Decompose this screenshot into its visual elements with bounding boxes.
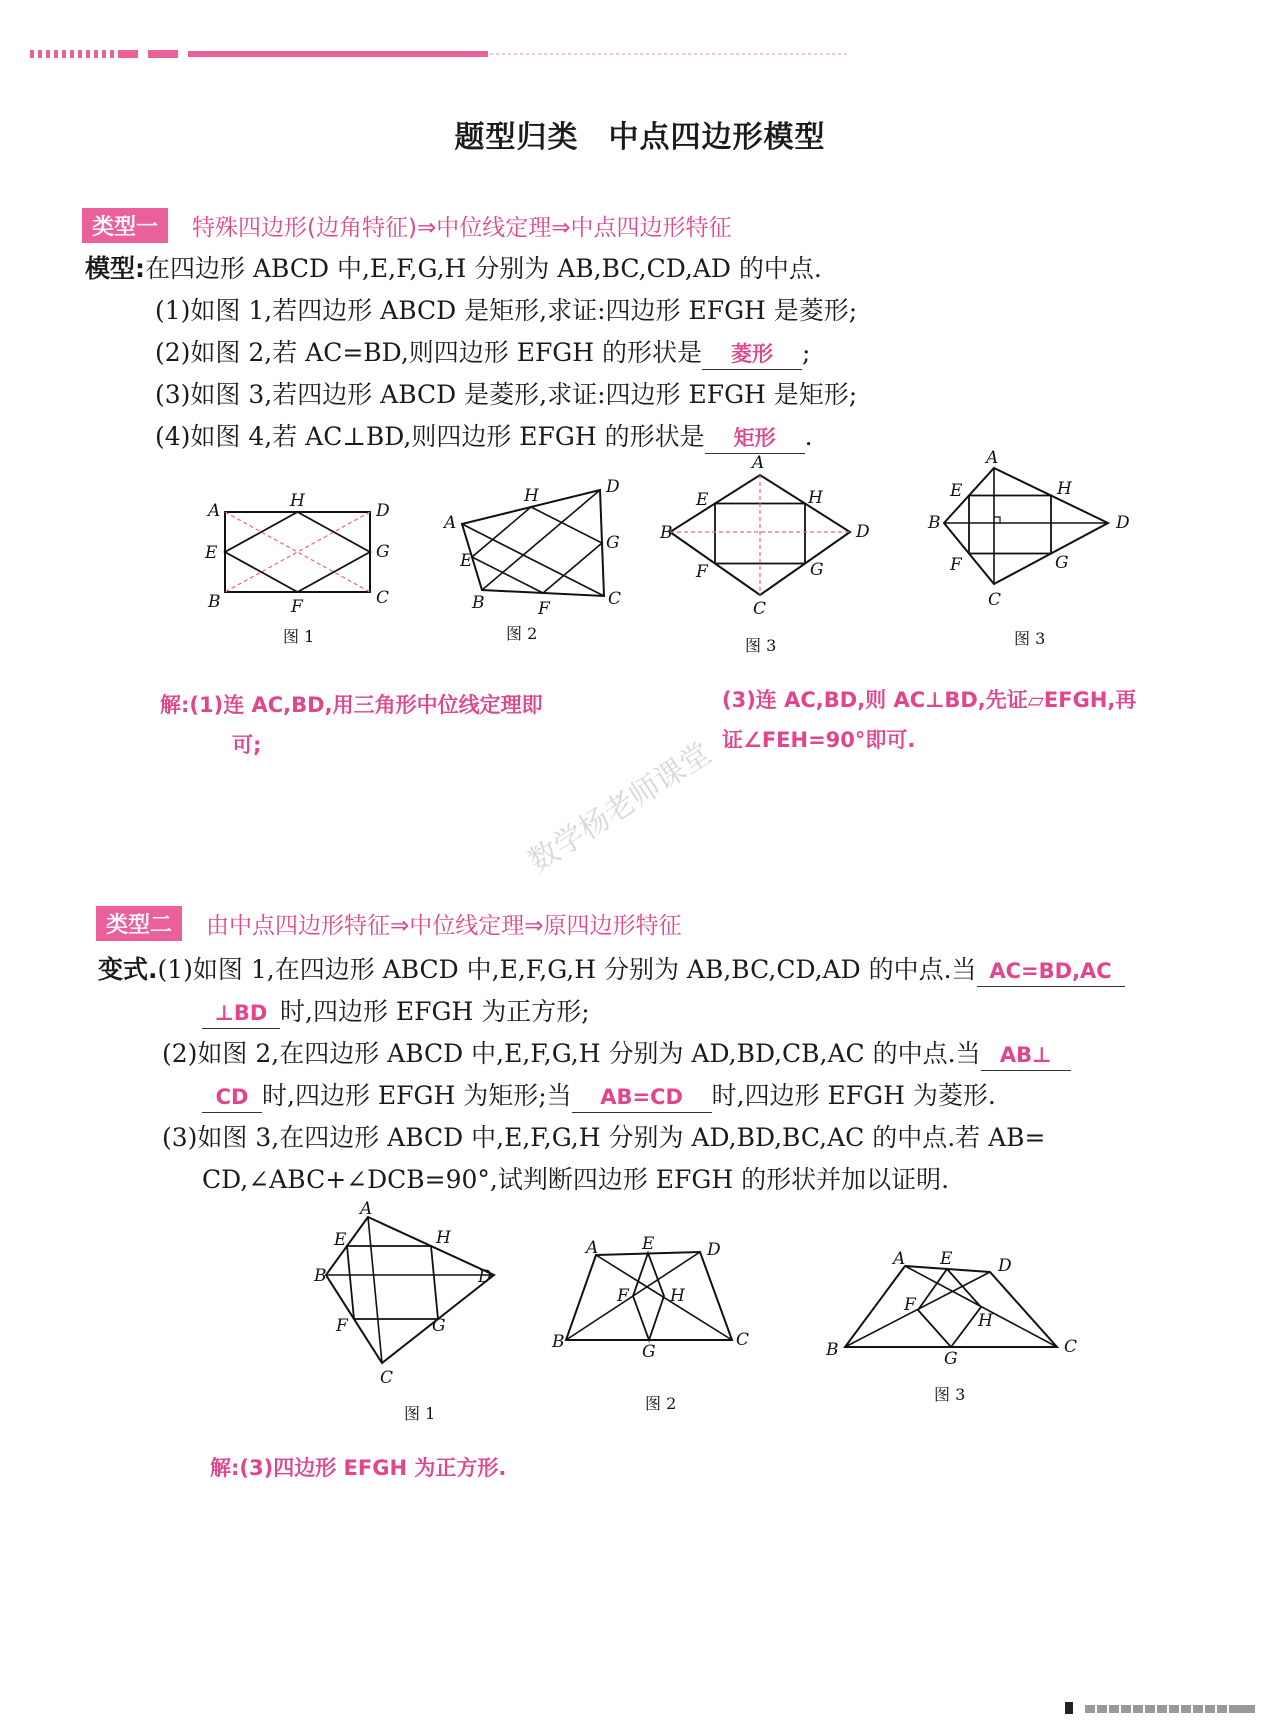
model-q2-text: (2)如图 2,若 AC=BD,则四边形 EFGH 的形状是 xyxy=(155,338,703,367)
label-c: C xyxy=(753,599,767,619)
label-c: C xyxy=(380,1368,394,1388)
model-q2 xyxy=(155,338,810,370)
solution-1-part-a xyxy=(160,685,543,765)
label-e: E xyxy=(696,490,709,510)
label-a: A xyxy=(752,453,765,473)
label-g: G xyxy=(1055,553,1069,573)
label-a: A xyxy=(360,1199,373,1219)
label-h: H xyxy=(1057,479,1072,499)
label-h: H xyxy=(808,488,823,508)
figure-2-caption: 图 2 xyxy=(506,624,538,643)
label-c: C xyxy=(608,589,622,609)
label-a: A xyxy=(208,501,221,521)
variant-q1-line2 xyxy=(202,997,590,1029)
label-f: F xyxy=(950,555,962,575)
type1-badge: 类型一 xyxy=(82,208,168,243)
watermark-text: 数学杨老师课堂 xyxy=(522,735,718,880)
label-g: G xyxy=(606,533,620,553)
label-c: C xyxy=(376,588,390,608)
header-decoration-bar xyxy=(30,48,850,60)
figure-3-caption: 图 3 xyxy=(745,636,777,655)
variant-q2-answer-a: AB⊥ xyxy=(981,1040,1071,1071)
label-f: F xyxy=(291,597,303,617)
label-c: C xyxy=(736,1330,750,1350)
page-title-part2: 中点四边形模型 xyxy=(608,120,826,155)
label-g: G xyxy=(642,1342,656,1362)
label-d: D xyxy=(707,1240,721,1260)
variant-q2-answer-b: CD xyxy=(202,1082,262,1113)
type2-badge: 类型二 xyxy=(96,906,182,941)
figure-2-quadrilateral xyxy=(440,478,630,646)
label-b: B xyxy=(314,1266,327,1286)
solution-1b-line2: 证∠FEH=90°即可. xyxy=(722,728,916,752)
figure-1-rectangle xyxy=(200,490,400,650)
figure-4-perpendicular-diagonals xyxy=(920,450,1150,650)
variant-q1-line1 xyxy=(98,955,1125,987)
variant-q1-answer-a: AC=BD,AC xyxy=(977,956,1125,987)
label-b: B xyxy=(826,1340,839,1360)
label-d: D xyxy=(1116,513,1130,533)
label-a: A xyxy=(986,448,999,468)
variant-figure-2-caption: 图 2 xyxy=(645,1394,677,1413)
label-g: G xyxy=(376,542,390,562)
label-c: C xyxy=(988,590,1002,610)
label-b: B xyxy=(552,1332,565,1352)
label-b: B xyxy=(660,523,673,543)
label-g: G xyxy=(944,1349,958,1369)
figure-3-rhombus xyxy=(660,455,880,655)
type2-heading: 由中点四边形特征⇒中位线定理⇒原四边形特征 xyxy=(206,913,682,939)
variant-figure-3 xyxy=(820,1250,1080,1420)
variant-figure-2 xyxy=(550,1235,750,1415)
solution-1a-line2: 可; xyxy=(232,733,262,757)
solution-2: 解:(3)四边形 EFGH 为正方形. xyxy=(210,1456,507,1480)
label-f: F xyxy=(904,1295,916,1315)
variant-q2-mid: 时,四边形 EFGH 为矩形;当 xyxy=(262,1081,572,1110)
label-a: A xyxy=(893,1249,906,1269)
model-intro-line xyxy=(85,254,822,284)
label-f: F xyxy=(617,1286,629,1306)
variant-figure-1 xyxy=(310,1199,510,1425)
label-d: D xyxy=(998,1256,1012,1276)
model-label: 模型: xyxy=(85,254,145,283)
label-h: H xyxy=(670,1286,685,1306)
model-q1: (1)如图 1,若四边形 ABCD 是矩形,求证:四边形 EFGH 是菱形; xyxy=(155,296,858,325)
label-h: H xyxy=(978,1311,993,1331)
label-f: F xyxy=(696,562,708,582)
variant-figure-1-caption: 图 1 xyxy=(404,1404,436,1423)
page-title-part1: 题型归类 xyxy=(454,120,579,155)
footer-decoration-bar xyxy=(1055,1700,1255,1714)
model-q4-answer: 矩形 xyxy=(705,423,805,454)
label-d: D xyxy=(606,477,620,497)
variant-q1-text: (1)如图 1,在四边形 ABCD 中,E,F,G,H 分别为 AB,BC,CD,AD 的中点.当 xyxy=(157,955,977,984)
label-e: E xyxy=(205,543,218,563)
label-c: C xyxy=(1064,1337,1078,1357)
variant-q2-line1 xyxy=(162,1039,1071,1071)
model-q3: (3)如图 3,若四边形 ABCD 是菱形,求证:四边形 EFGH 是矩形; xyxy=(155,380,858,409)
label-h: H xyxy=(524,486,539,506)
variant-q1-answer-b: ⊥BD xyxy=(202,998,280,1029)
label-b: B xyxy=(208,592,221,612)
label-b: B xyxy=(928,513,941,533)
type2-header xyxy=(96,906,682,941)
model-q4-text: (4)如图 4,若 AC⊥BD,则四边形 EFGH 的形状是 xyxy=(155,422,705,451)
label-g: G xyxy=(432,1316,446,1336)
variant-q2-line2 xyxy=(202,1081,996,1113)
model-q4 xyxy=(155,422,813,454)
model-q2-answer: 菱形 xyxy=(702,339,802,370)
solution-1a-line1: 解:(1)连 AC,BD,用三角形中位线定理即 xyxy=(160,693,543,717)
label-g: G xyxy=(810,560,824,580)
figure-4-caption: 图 3 xyxy=(1014,629,1046,648)
label-f: F xyxy=(336,1316,348,1336)
variant-q3-line2: CD,∠ABC+∠DCB=90°,试判断四边形 EFGH 的形状并加以证明. xyxy=(202,1165,950,1194)
label-e: E xyxy=(950,481,963,501)
model-q4-end: . xyxy=(804,422,813,451)
label-e: E xyxy=(642,1234,655,1254)
solution-1-part-b xyxy=(722,680,1136,760)
variant-q2-end: 时,四边形 EFGH 为菱形. xyxy=(711,1081,996,1110)
variant-q2-text: (2)如图 2,在四边形 ABCD 中,E,F,G,H 分别为 AD,BD,CB,AC 的中点.当 xyxy=(162,1039,981,1068)
label-h: H xyxy=(436,1228,451,1248)
model-q2-end: ; xyxy=(802,338,811,367)
label-e: E xyxy=(334,1230,347,1250)
label-a: A xyxy=(444,513,457,533)
variant-q1-end: 时,四边形 EFGH 为正方形; xyxy=(280,997,590,1026)
label-b: B xyxy=(472,593,485,613)
page-title xyxy=(0,112,1280,156)
label-e: E xyxy=(940,1249,953,1269)
label-d: D xyxy=(856,522,870,542)
variant-label: 变式. xyxy=(98,955,158,984)
figure-1-caption: 图 1 xyxy=(283,627,315,646)
label-d: D xyxy=(376,501,390,521)
model-intro: 在四边形 ABCD 中,E,F,G,H 分别为 AB,BC,CD,AD 的中点. xyxy=(145,254,822,283)
variant-q3-line1: (3)如图 3,在四边形 ABCD 中,E,F,G,H 分别为 AD,BD,BC,AC 的中点.若 AB= xyxy=(162,1123,1046,1152)
label-f: F xyxy=(538,599,550,619)
variant-q2-answer-c: AB=CD xyxy=(572,1082,712,1113)
label-h: H xyxy=(290,491,305,511)
type1-heading: 特殊四边形(边角特征)⇒中位线定理⇒中点四边形特征 xyxy=(192,215,732,241)
label-d: D xyxy=(478,1267,492,1287)
label-e: E xyxy=(460,551,473,571)
type1-header xyxy=(82,208,732,243)
solution-1b-line1: (3)连 AC,BD,则 AC⊥BD,先证▱EFGH,再 xyxy=(722,688,1137,712)
variant-figure-3-caption: 图 3 xyxy=(934,1385,966,1404)
label-a: A xyxy=(586,1238,599,1258)
